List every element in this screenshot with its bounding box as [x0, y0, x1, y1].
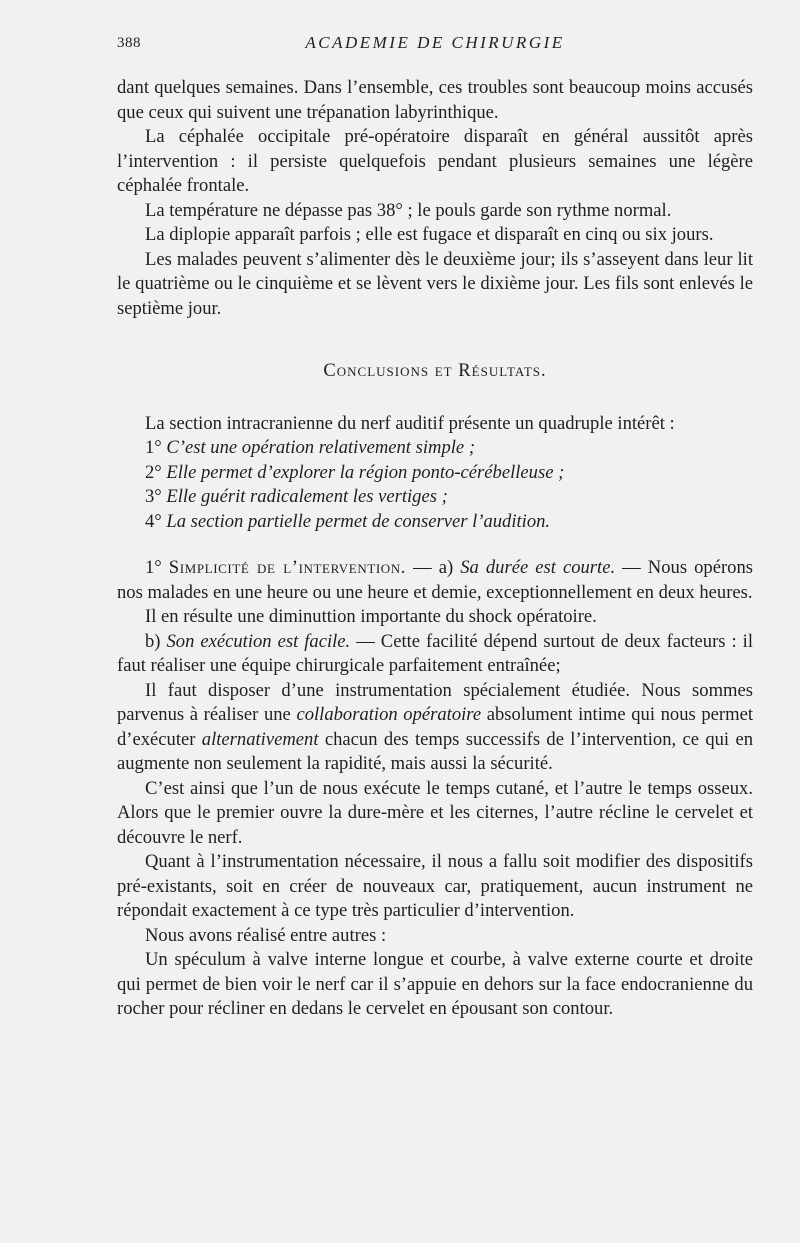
list-item-text: La section partielle permet de conserver l’audition.	[166, 510, 551, 532]
paragraph-diplopie: La diplopie apparaît parfois ; elle est fugace et disparaît en cinq ou six jours.	[145, 224, 714, 245]
instrumentation-text-2: absolument intime qui nous permet d’exécuter	[117, 704, 753, 750]
list-item	[117, 510, 753, 535]
list-item-text: Elle guérit radicalement les vertiges ;	[166, 486, 448, 507]
paragraph-temperature: La température ne dépasse pas 38° ; le pouls garde son rythme normal.	[145, 199, 672, 221]
paragraph-temps: C’est ainsi que l’un de nous exécute le temps cutané, et l’autre le temps osseux. Alors que le premier ouvre la dure-mère et les citernes, l’autre récline le cervelet et découvre le nerf.	[117, 777, 753, 848]
paragraph-execution	[117, 630, 753, 679]
execution-label: b)	[145, 630, 167, 652]
list-item-number: 3°	[145, 486, 162, 507]
conclusions-list	[117, 436, 753, 534]
simplicite-subtitle-a: Sa durée est courte.	[460, 557, 616, 578]
simplicite-title: Simplicité de l’intervention.	[168, 557, 407, 578]
paragraph-speculum: Un spéculum à valve interne longue et courbe, à valve externe courte et droite qui permet de bien voir le nerf car il s’appuie en dehors sur la face endocranienne du rocher pour récliner en dedans le cervelet en épousant son contour.	[117, 949, 753, 1019]
list-item-number: 4°	[145, 510, 162, 532]
execution-text: — Cette facilité dépend surtout de deux facteurs : il faut réaliser une équipe chirurgicale parfaitement entraînée;	[117, 630, 753, 676]
list-item-text: Elle permet d’explorer la région ponto-cérébelleuse ;	[166, 461, 565, 483]
list-item	[117, 485, 753, 510]
running-title: ACADEMIE DE CHIRURGIE	[305, 33, 565, 52]
simplicite-dash: — a)	[406, 557, 461, 578]
execution-subtitle: Son exécution est facile.	[166, 630, 351, 652]
section-heading: Conclusions et Résultats.	[323, 360, 547, 381]
paragraph-malades: Les malades peuvent s’alimenter dès le deuxième jour; ils s’asseyent dans leur lit le quatrième ou le cinquième et se lèvent vers le dixième jour. Les fils sont enlevés le septième jour.	[117, 248, 753, 319]
paragraph-cephalee: La céphalée occipitale pré-opératoire disparaît en général aussitôt après l’intervention : il persiste quelquefois pendant plusieurs semaines une légère céphalée frontale.	[117, 126, 753, 196]
paragraph-shock: Il en résulte une diminuttion importante du shock opératoire.	[145, 606, 597, 627]
body-text	[117, 76, 753, 1022]
simplicite-number: 1°	[145, 557, 162, 578]
paragraph-realise: Nous avons réalisé entre autres :	[145, 924, 387, 946]
paragraph-simplicite	[117, 556, 753, 605]
instrumentation-text-1: Il faut disposer d’une instrumentation spécialement étudiée. Nous sommes parvenus à réaliser une	[117, 679, 753, 725]
list-item	[117, 461, 753, 486]
list-item-number: 1°	[145, 437, 162, 458]
simplicite-text-a: — Nous opérons nos malades en une heure ou une heure et demie, exceptionnellement en deux heures.	[117, 557, 753, 603]
instrumentation-italic-1: collaboration opératoire	[296, 704, 482, 725]
list-item	[117, 436, 753, 461]
list-item-number: 2°	[145, 461, 162, 483]
paragraph-intro: La section intracranienne du nerf auditif présente un quadruple intérêt :	[145, 412, 675, 434]
paragraph-continuation: dant quelques semaines. Dans l’ensemble, ces troubles sont beaucoup moins accusés que ceux qui suivent une trépanation labyrinthique.	[117, 77, 753, 123]
list-item-text: C’est une opération relativement simple ;	[166, 437, 476, 458]
page-number: 388	[117, 35, 141, 51]
paragraph-instrumentation	[117, 679, 753, 777]
instrumentation-text-3: chacun des temps successifs de l’intervention, ce qui en augmente non seulement la rapidité, mais aussi la sécurité.	[117, 728, 753, 774]
instrumentation-italic-2: alternativement	[201, 728, 319, 750]
page-header	[117, 33, 753, 59]
paragraph-quant: Quant à l’instrumentation nécessaire, il nous a fallu soit modifier des dispositifs pré-existants, soit en créer de nouveaux car, pratiquement, aucun instrument ne répondait exactement à ce type très particulier d’intervention.	[117, 851, 753, 921]
